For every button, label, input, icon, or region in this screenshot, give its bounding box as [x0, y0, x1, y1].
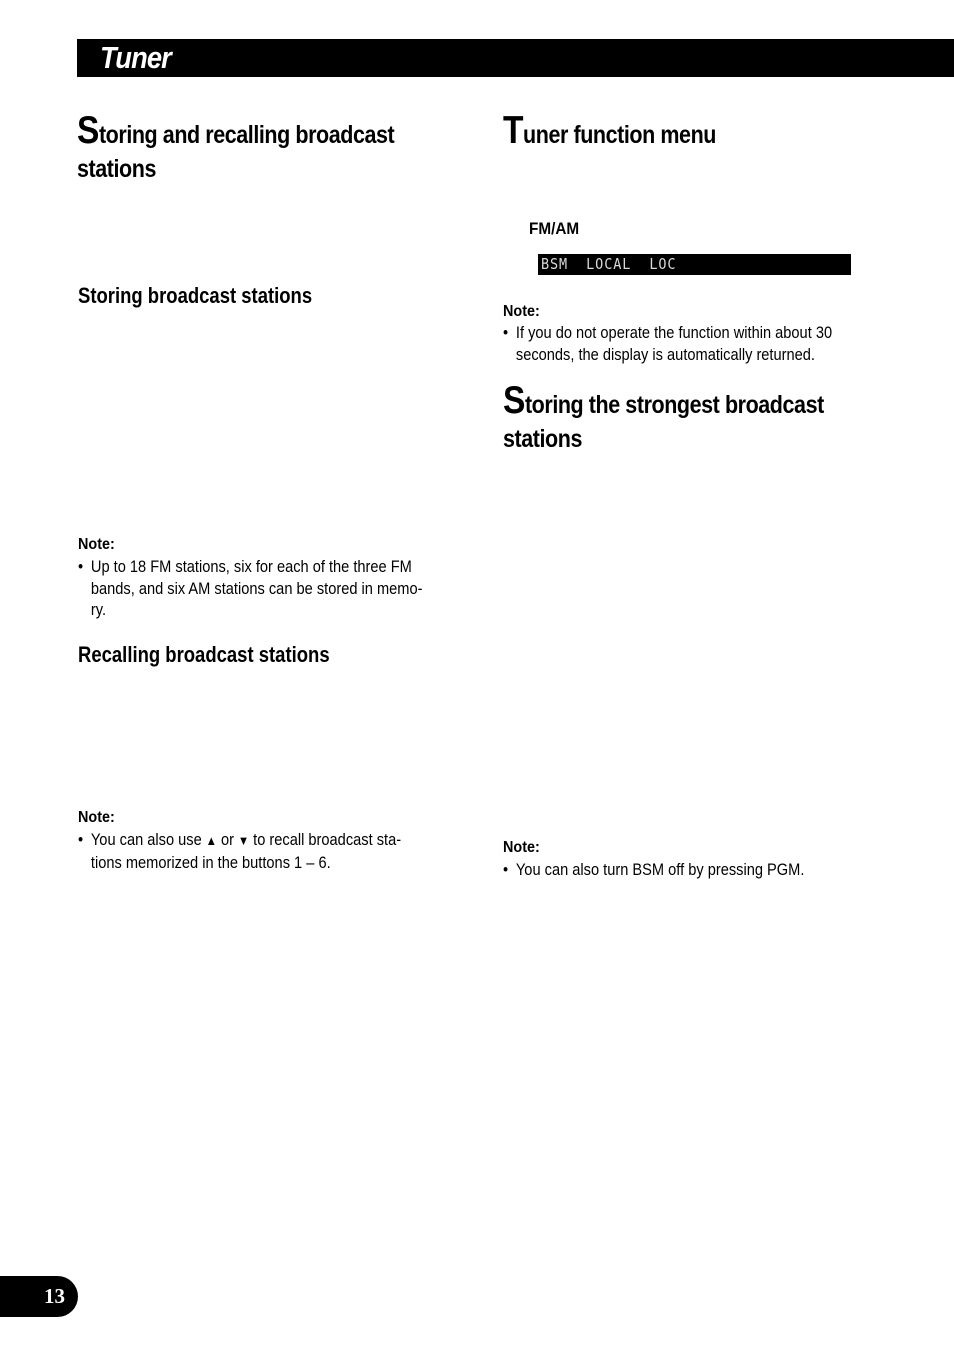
section-title-storing-recalling [77, 109, 395, 186]
page-title: Tuner [100, 40, 171, 75]
note-label: Note: [503, 839, 540, 856]
note-line: You can also turn BSM off by pressing PGM. [515, 860, 805, 879]
lcd-display [538, 254, 851, 275]
lcd-display-text: BSM LOCAL LOC [541, 255, 677, 273]
note-text-recalling [78, 829, 401, 873]
note-label: Note: [78, 809, 115, 826]
band-label: FM/AM [529, 219, 580, 238]
bullet: • [78, 830, 84, 849]
note-line: If you do not operate the function within about 30 [515, 323, 833, 342]
subsection-title-recalling: Recalling broadcast stations [78, 642, 330, 667]
note-text-storing [78, 556, 422, 621]
bullet: • [78, 557, 84, 576]
page-number: 13 [44, 1284, 65, 1308]
page-number-badge [0, 1276, 78, 1317]
note-text-strongest [503, 859, 804, 881]
section-title-tuner-function-menu [503, 109, 716, 152]
section-title-line1: uner function menu [523, 121, 716, 149]
drop-cap: S [503, 379, 525, 422]
drop-cap: T [503, 109, 524, 152]
note-label: Note: [78, 536, 115, 553]
note-label: Note: [503, 303, 540, 320]
bullet: • [503, 860, 509, 879]
subsection-title-storing: Storing broadcast stations [78, 283, 313, 308]
note-line: bands, and six AM stations can be stored in memo- [90, 578, 423, 598]
drop-cap: S [77, 109, 99, 152]
section-title-strongest [503, 379, 824, 456]
note-line: tions memorized in the buttons 1 – 6. [90, 852, 331, 872]
up-arrow-icon: ▲ [205, 833, 217, 848]
note-line: seconds, the display is automatically returned. [515, 344, 815, 364]
note-line: Up to 18 FM stations, six for each of the three FM [90, 557, 412, 576]
section-title-line2: stations [503, 425, 582, 453]
section-title-line2: stations [77, 155, 156, 183]
bullet: • [503, 323, 509, 342]
section-title-line1: toring the strongest broadcast [524, 391, 824, 419]
note-line: You can also use ▲ or ▼ to recall broadcast sta- [90, 830, 402, 849]
section-title-line1: toring and recalling broadcast [98, 121, 395, 149]
header-bar [77, 39, 954, 77]
note-line: ry. [90, 600, 107, 619]
down-arrow-icon: ▼ [238, 833, 250, 848]
note-text-menu [503, 322, 832, 365]
